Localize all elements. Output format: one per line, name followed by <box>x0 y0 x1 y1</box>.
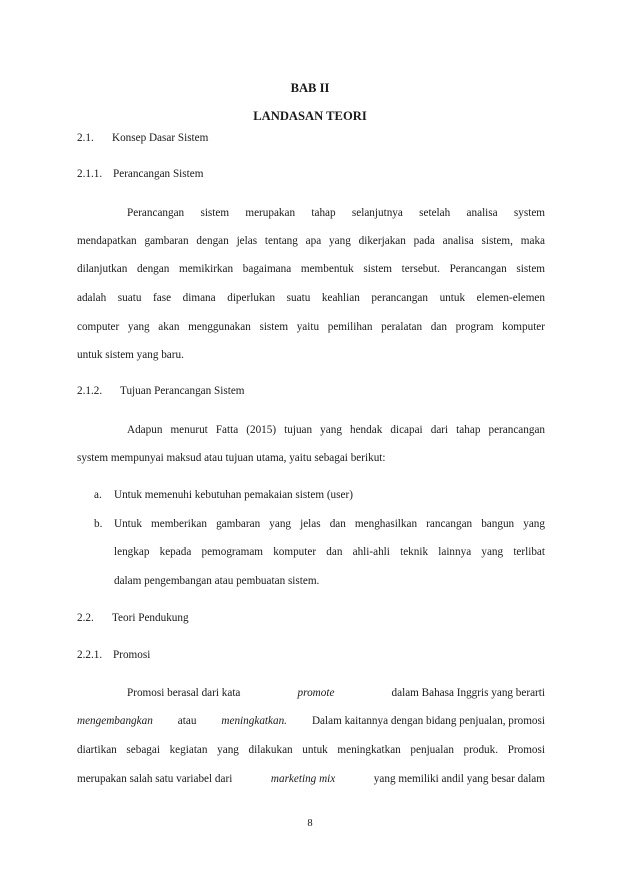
section-number: 2.1. <box>77 132 94 144</box>
list-item: Untuk memenuhi kebutuhan pemakaian sistem (user) <box>114 489 353 501</box>
paragraph-line <box>127 686 545 700</box>
paragraph-line: computer yang akan menggunakan sistem yaitu pemilihan peralatan dan program komputer <box>77 321 545 333</box>
list-item: Untuk memberikan gambaran yang jelas dan menghasilkan rancangan bangun yang <box>114 518 545 530</box>
text-run-italic: mengembangkan <box>77 715 153 727</box>
paragraph-line <box>77 714 545 728</box>
text-run: Dalam kaitannya dengan bidang penjualan, promosi <box>311 715 545 727</box>
paragraph-line: untuk sistem yang baru. <box>77 349 184 361</box>
list-marker: b. <box>94 518 103 530</box>
subsection-number: 2.1.1. <box>77 168 103 180</box>
text-run-italic: promote <box>297 687 335 699</box>
chapter-heading: BAB II <box>290 81 330 95</box>
list-item: dalam pengembangan atau pembuatan sistem. <box>114 575 320 587</box>
subsection-number: 2.1.2. <box>77 385 103 397</box>
text-run: merupakan salah satu variabel dari <box>77 773 233 785</box>
subsection-title: Perancangan Sistem <box>113 168 204 180</box>
section-title: Teori Pendukung <box>112 612 189 624</box>
list-item: lengkap kepada pemogramam komputer dan ahli-ahli teknik lainnya yang terlibat <box>114 546 545 558</box>
text-run: atau <box>177 715 197 727</box>
text-run: Promosi berasal dari kata <box>127 687 241 699</box>
paragraph-line: mendapatkan gambaran dengan jelas tentang apa yang dikerjakan pada analisa sistem, maka <box>77 235 545 247</box>
text-run: yang memiliki andil yang besar dalam <box>373 773 545 785</box>
chapter-title: LANDASAN TEORI <box>253 109 367 123</box>
text-run: dalam Bahasa Inggris yang berarti <box>391 687 545 699</box>
paragraph-line: diartikan sebagai kegiatan yang dilakukan untuk meningkatkan penjualan produk. Promosi <box>77 744 545 756</box>
section-number: 2.2. <box>77 612 94 624</box>
text-run-italic: marketing mix <box>270 773 336 785</box>
page-number: 8 <box>307 818 313 829</box>
paragraph-line: adalah suatu fase dimana diperlukan suatu keahlian perancangan untuk elemen-elemen <box>77 292 545 304</box>
section-title: Konsep Dasar Sistem <box>112 132 209 144</box>
paragraph-line: Adapun menurut Fatta (2015) tujuan yang hendak dicapai dari tahap perancangan <box>127 424 545 436</box>
text-run-italic: meningkatkan. <box>221 715 287 727</box>
paragraph-line: dilanjutkan dengan memikirkan bagaimana membentuk sistem tersebut. Perancangan sistem <box>77 263 545 275</box>
subsection-title: Promosi <box>113 649 151 661</box>
paragraph-line: Perancangan sistem merupakan tahap selanjutnya setelah analisa system <box>127 207 545 219</box>
list-marker: a. <box>94 489 102 501</box>
subsection-number: 2.2.1. <box>77 649 103 661</box>
subsection-title: Tujuan Perancangan Sistem <box>120 385 245 397</box>
paragraph-line: system mempunyai maksud atau tujuan utama, yaitu sebagai berikut: <box>77 452 386 464</box>
paragraph-line <box>77 772 545 786</box>
